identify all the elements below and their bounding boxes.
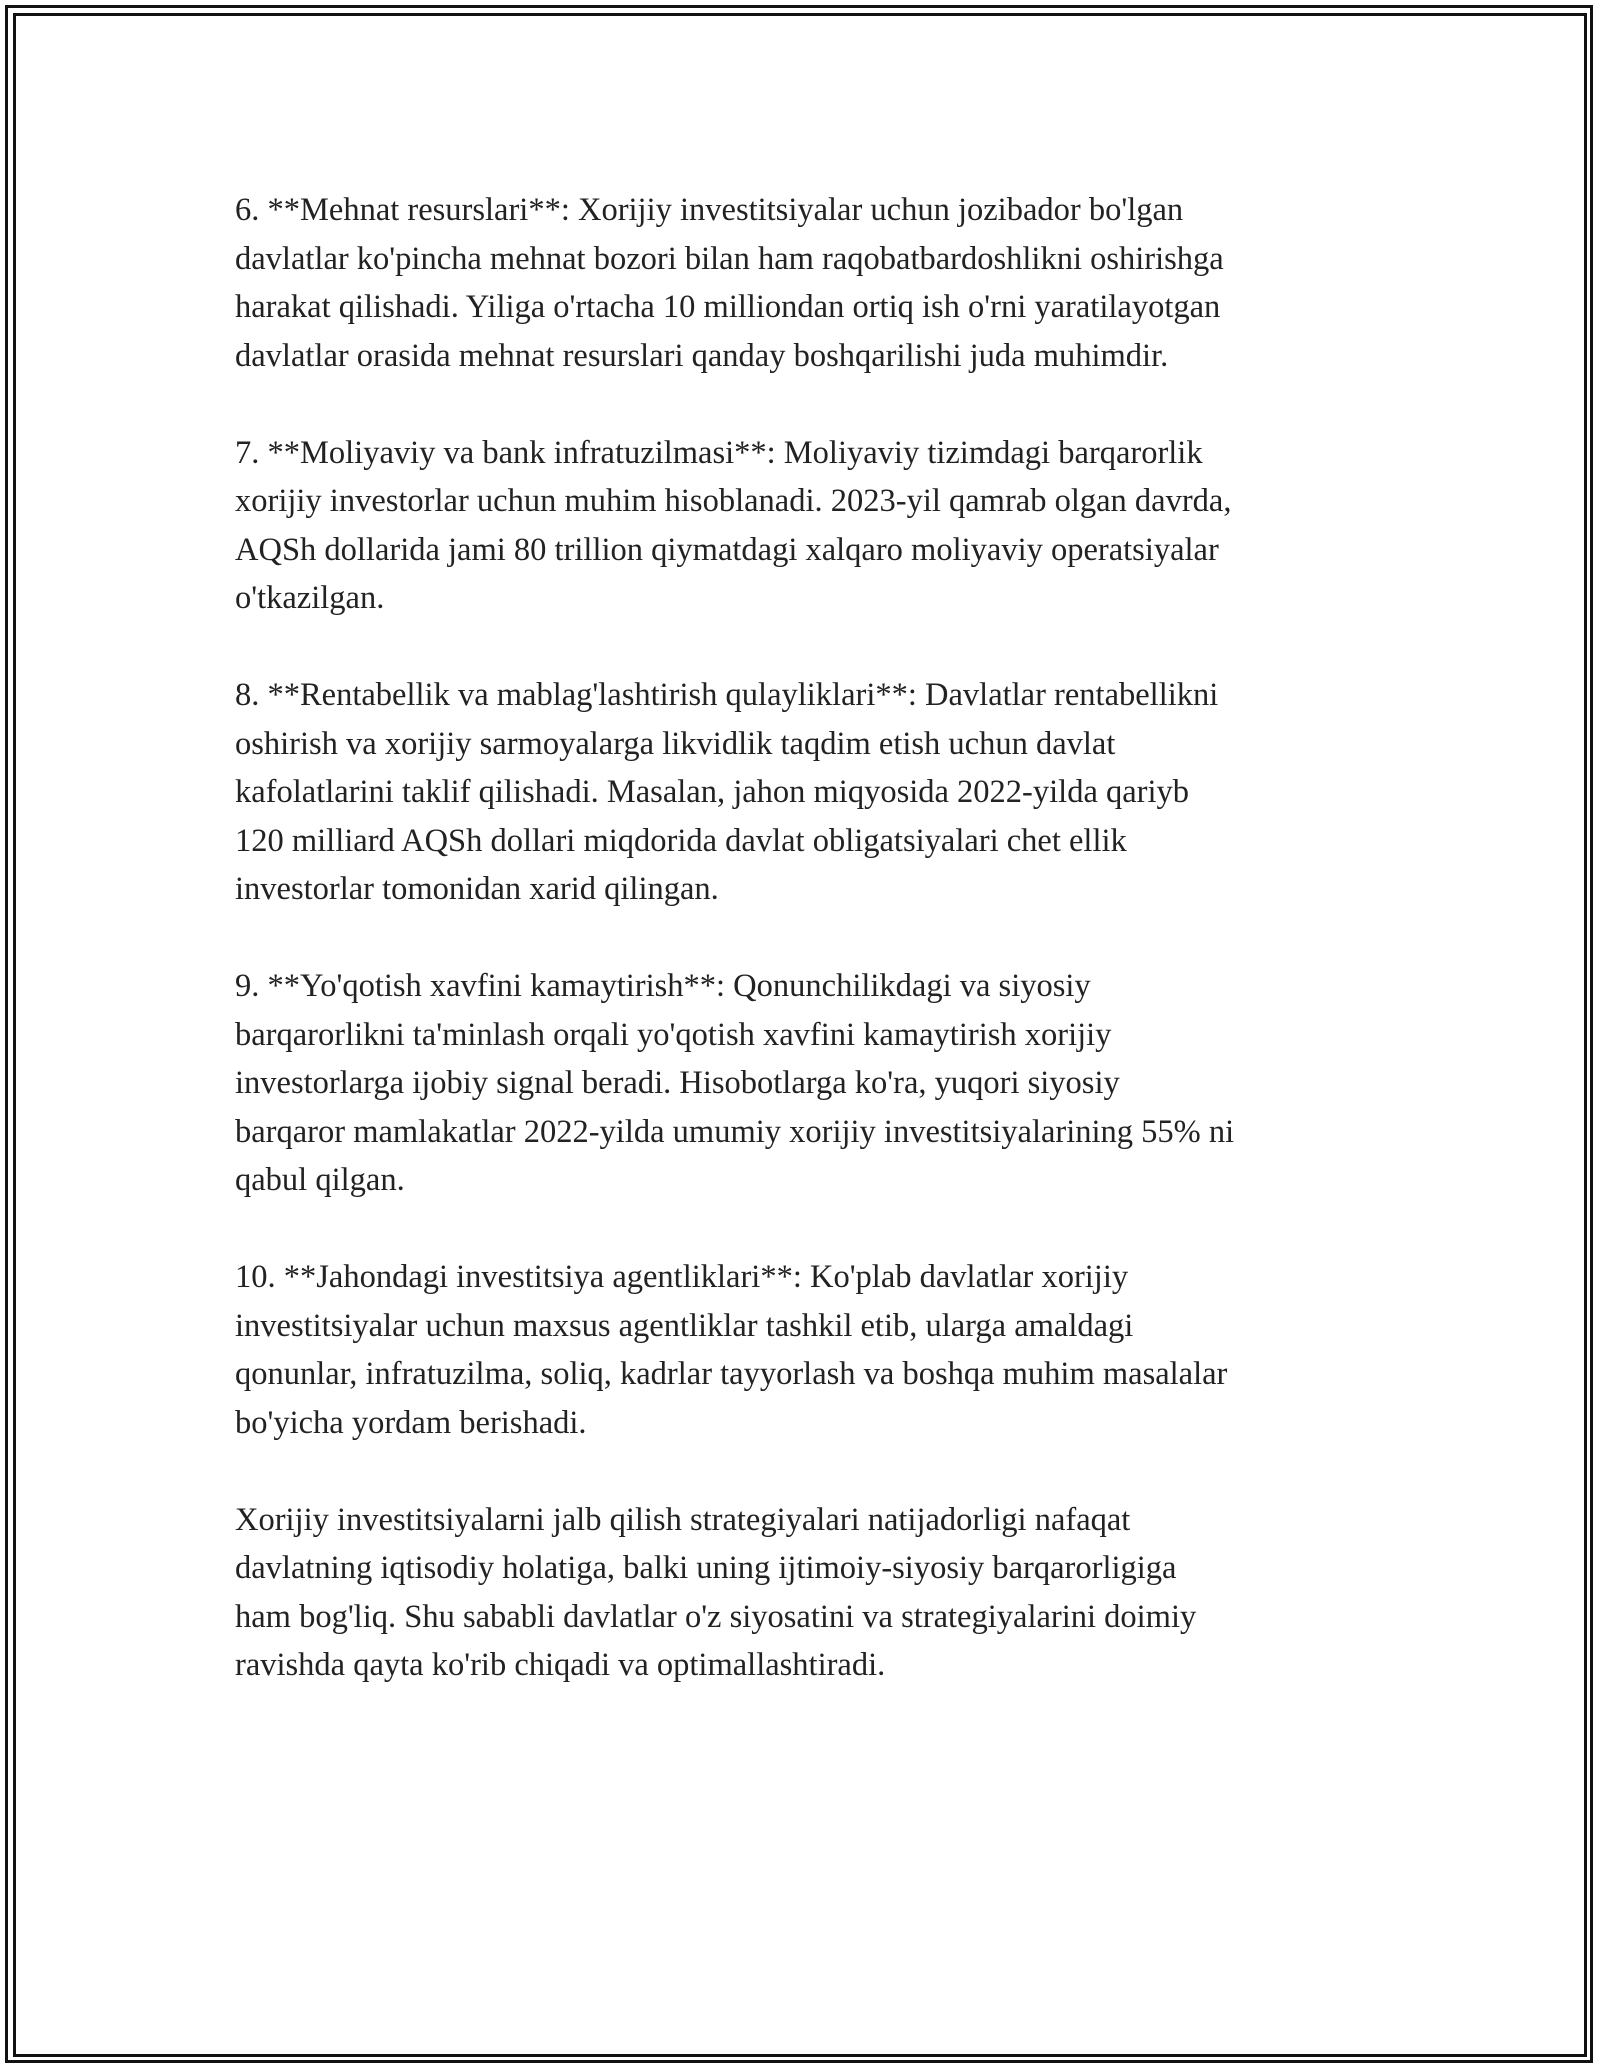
text-line: davlatlar orasida mehnat resurslari qanday boshqarilishi juda muhimdir. [235,337,1169,374]
text-line: 120 milliard AQSh dollari miqdorida davlat obligatsiyalari chet ellik [235,822,1127,859]
text-line: 8. **Rentabellik va mablag'lashtirish qulayliklari**: Davlatlar rentabellikni [235,677,1219,713]
text-line: 7. **Moliyaviy va bank infratuzilmasi**: Moliyaviy tizimdagi barqarorlik [235,434,1203,471]
text-line: investorlarga ijobiy signal beradi. Hisobotlarga ko'ra, yuqori siyosiy [235,1065,1120,1101]
text-line: investitsiyalar uchun maxsus agentliklar tashkil etib, ularga amaldagi [235,1307,1134,1344]
paragraph-risk-reduction [235,962,1375,1205]
document-body [235,186,1375,1738]
text-line: oshirish va xorijiy sarmoyalarga likvidlik taqdim etish uchun davlat [235,725,1116,762]
text-line: 10. **Jahondagi investitsiya agentliklari**: Ko'plab davlatlar xorijiy [235,1259,1129,1295]
text-line: ham bog'liq. Shu sababli davlatlar o'z siyosatini va strategiyalarini doimiy [235,1598,1197,1635]
text-line: investorlar tomonidan xarid qilingan. [235,871,719,907]
text-line: kafolatlarini taklif qilishadi. Masalan, jahon miqyosida 2022-yilda qariyb [235,774,1190,810]
text-line: davlatlar ko'pincha mehnat bozori bilan ham raqobatbardoshlikni oshirishga [235,240,1224,277]
text-line: 6. **Mehnat resurslari**: Xorijiy investitsiyalar uchun jozibador bo'lgan [235,192,1184,228]
text-line: o'tkazilgan. [235,580,385,616]
text-line: barqarorlikni ta'minlash orqali yo'qotish xavfini kamaytirish xorijiy [235,1016,1112,1053]
text-line: barqaror mamlakatlar 2022-yilda umumiy xorijiy investitsiyalarining 55% ni [235,1113,1235,1150]
text-line: harakat qilishadi. Yiliga o'rtacha 10 milliondan ortiq ish o'rni yaratilayotgan [235,289,1221,325]
paragraph-conclusion [235,1496,1375,1690]
paragraph-investment-agencies [235,1253,1375,1447]
text-line: Xorijiy investitsiyalarni jalb qilish strategiyalari natijadorligi nafaqat [235,1501,1131,1538]
text-line: AQSh dollarida jami 80 trillion qiymatdagi xalqaro moliyaviy operatsiyalar [235,531,1219,568]
text-line: xorijiy investorlar uchun muhim hisoblanadi. 2023-yil qamrab olgan davrda, [235,483,1232,519]
text-line: qonunlar, infratuzilma, soliq, kadrlar tayyorlash va boshqa muhim masalalar [235,1356,1228,1392]
paragraph-financial-infrastructure [235,429,1375,623]
text-line: bo'yicha yordam berishadi. [235,1404,587,1441]
paragraph-labor-resources [235,186,1375,380]
text-line: davlatning iqtisodiy holatiga, balki uning ijtimoiy-siyosiy barqarorligiga [235,1550,1177,1586]
text-line: 9. **Yo'qotish xavfini kamaytirish**: Qonunchilikdagi va siyosiy [235,968,1091,1004]
text-line: ravishda qayta ko'rib chiqadi va optimallashtiradi. [235,1647,886,1683]
paragraph-profitability [235,671,1375,914]
text-line: qabul qilgan. [235,1162,405,1198]
